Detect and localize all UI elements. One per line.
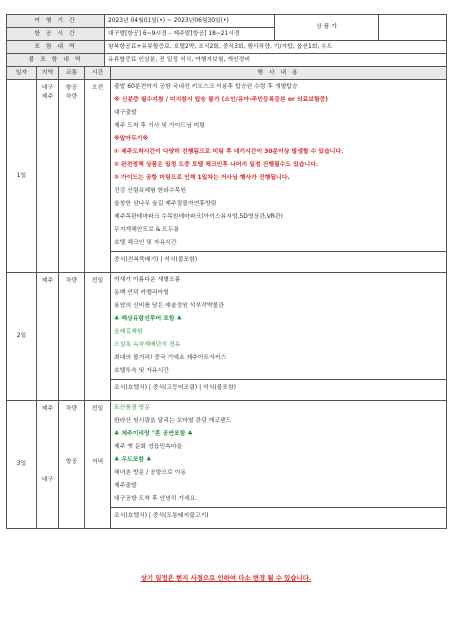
day2-activity-line: 용암의 신비를 담은 예술정원 석부작박물관 xyxy=(114,303,224,309)
day3-transport xyxy=(59,401,85,529)
day2-activity-line: 동백 언덕 카멜리아힐 xyxy=(114,290,169,296)
day1-activity-line: 제주목판테마파크 수목원테마파크(아이스뮤지엄,5D영상관,VR관) xyxy=(114,214,283,220)
day3-region-from: 제주 xyxy=(41,406,54,412)
day1-activity-line: 대구출발 xyxy=(114,110,137,116)
day3-transport-flight: 항공 xyxy=(65,459,78,465)
day3-activity-line: 제주 옛 문화 성읍민속마을 xyxy=(114,444,183,450)
day2-activity-line: 올레길체험 xyxy=(114,329,143,335)
day3-activity-line: ♣ 제주이리랑 "혼 공연포함 ♣ xyxy=(114,431,193,437)
day1-activity-line: 호텔 체크인 및 자유시간 xyxy=(114,240,177,246)
day1-activity-line: ② 완전정책 상품은 일정 도중 호텔 체크인후 나머지 일정 진행될수도 있습니다. xyxy=(114,162,319,168)
day3-content xyxy=(111,401,447,529)
day1-activity-list xyxy=(111,80,446,251)
day1-transport-bus: 차량 xyxy=(65,94,78,100)
value-travel-period: 2023년 04월01일(•) ~ 2023년06월30일(•) xyxy=(105,15,275,28)
day3-activity-line: 토산품점 방문 xyxy=(114,405,151,411)
day2-time: 전일 xyxy=(85,273,111,401)
day1-meals: 중식(전복뚝배기) | 석식(불포함) xyxy=(111,251,446,272)
value-included: 왕복항공료+유류할증료, 호텔2박, 조식2회, 중식3회, 행사차량, 기/가탑, 옵션1회, 우도 xyxy=(105,41,447,54)
day1-content xyxy=(111,80,447,273)
day3-label: 3일 xyxy=(7,401,37,529)
header-time: 시간 xyxy=(85,67,111,80)
day1-label: 1일 xyxy=(7,80,37,273)
day2-region: 제주 xyxy=(37,273,59,401)
day1-activity-line: ※알아두기※ xyxy=(114,136,149,142)
day1-transport xyxy=(59,80,85,273)
label-included: 포 함 내 역 xyxy=(7,41,105,54)
day1-activity-line: ① 제주도착시간이 다양히 진행됨으로 미팅 후 대기시간이 30분이상 발생할 수 있습니다. xyxy=(114,149,344,155)
label-flight-time: 항 공 시 간 xyxy=(7,28,105,41)
day2-label: 2일 xyxy=(7,273,37,401)
day1-region-to: 제주 xyxy=(41,94,54,100)
day3-meals: 조식(호텔식) | 중식(도통돼지불고기) xyxy=(111,507,446,528)
value-flight-time: 대구발[항공] 6~9시경 – 제주발[항공] 18~21시경 xyxy=(105,28,275,41)
header-transport: 교통 xyxy=(59,67,85,80)
day1-activity-line: 출발 60분전까지 공항 국내선 키오스크 이용후 탑승권 수령 후 개별탑승 xyxy=(114,84,298,90)
day3-activity-line: 대구공항 도착 후 안녕히 가세요. xyxy=(114,496,198,502)
day1-region-from: 대구 xyxy=(41,85,54,91)
footer-notice: 상기 일정은 현지 사정으로 인하여 다소 변경 될 수 있습니다. xyxy=(140,574,312,582)
day2-activity-line: ♣ 해상유람선투어 포함 ♣ xyxy=(114,316,182,322)
header-content: 행 사 내 용 xyxy=(111,67,447,80)
day3-activity-line: 제주출발 xyxy=(114,483,137,489)
header-day: 일자 xyxy=(7,67,37,80)
day2-activity-list xyxy=(111,273,446,379)
day1-activity-line: 무지개해안도로 & 도두봉 xyxy=(114,227,180,233)
label-excluded: 불 포 함 내 역 xyxy=(7,54,105,67)
day1-region xyxy=(37,80,59,273)
day1-activity-line: 울창한 삼나무 숲길 제주절물자연휴양림 xyxy=(114,201,217,207)
day2-meals: 조식(호텔식) | 중식(고등어조림) | 석식(불포함) xyxy=(111,379,446,400)
day2-content xyxy=(111,273,447,401)
schedule-table xyxy=(6,66,447,529)
day3-activity-line: 해녀촌 방문 / 공항으로 이동 xyxy=(114,470,187,476)
itinerary-document xyxy=(6,14,446,529)
day3-transport-bus: 차량 xyxy=(65,406,78,412)
product-price-value xyxy=(379,15,447,41)
info-table xyxy=(6,14,447,67)
day1-activity-line: ③ 가이드는 공항 미팅으로 인해 1일차는 거사님 행사가 진행됩니다. xyxy=(114,175,290,181)
day1-activity-line: ※ 신분증 필수지참 / 미지참시 탑승 불가 (소인/유아-주민등록등본 or 의료보험증) xyxy=(114,97,328,103)
day2-activity-line: 억새가 아름다운 새별오름 xyxy=(114,277,181,283)
day1-activity-line: 건강 산림욕체험 한라수목원 xyxy=(114,188,187,194)
day3-activity-line: ♣ 우도포함 ♣ xyxy=(114,457,152,463)
value-excluded: 유류할증료 인상분, 전 일정 석식, 여행자보험, 개인경비 xyxy=(105,54,447,67)
day3-activity-line: 한라산 원시림을 달리는 꼬마열 관광 에코랜드 xyxy=(114,418,232,424)
day1-time: 오전 xyxy=(85,80,111,273)
day1-transport-flight: 항공 xyxy=(65,85,78,91)
day3-time-allday: 전일 xyxy=(91,406,104,412)
day3-region-to: 대구 xyxy=(41,477,54,483)
label-travel-period: 여 행 기 간 xyxy=(7,15,105,28)
day2-activity-line: 최대의 볼거리! 중국 기예쇼 제주아트서커스 xyxy=(114,355,227,361)
day3-time xyxy=(85,401,111,529)
product-price-label: 상 품 가 xyxy=(275,15,379,41)
day2-activity-line: 호텔투숙 및 자유시간 xyxy=(114,368,169,374)
day1-activity-line: 제주 도착 후 기사 및 가이드님 미팅 xyxy=(114,123,205,129)
day3-time-evening: 저녁 xyxy=(91,459,104,465)
day3-activity-list xyxy=(111,401,446,507)
day3-region xyxy=(37,401,59,529)
day2-activity-line: 오설록 녹차재배단지 경유 xyxy=(114,342,181,348)
header-region: 지역 xyxy=(37,67,59,80)
day2-transport: 차량 xyxy=(59,273,85,401)
